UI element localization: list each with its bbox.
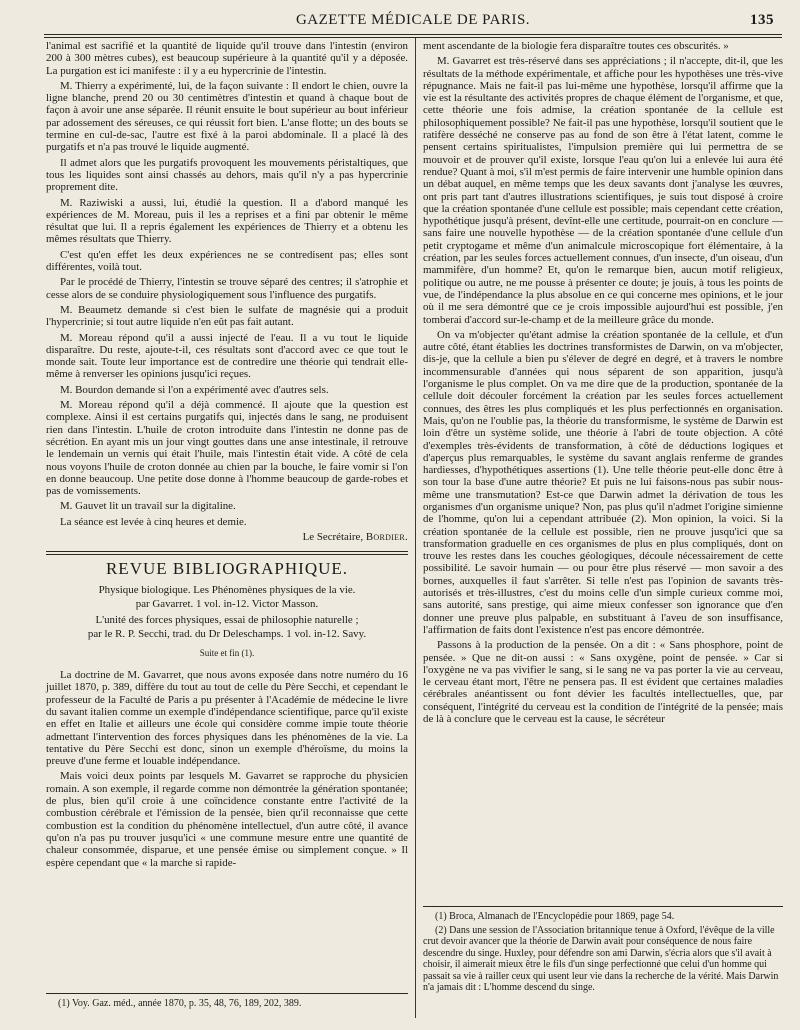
paragraph: M. Beaumetz demande si c'est bien le sulfate de magnésie qui a produit l'hypercrinie; si tout autre liquide n'en eût pas fait autant.	[46, 303, 408, 329]
footnote: (1) Broca, Almanach de l'Encyclopédie pour 1869, page 54.	[435, 911, 675, 922]
paragraph: M. Gavarret est très-réservé dans ses appréciations ; il n'accepte, dit-il, que les résultats de la méthode expérimentale, et affiche pour les hypothèses une très-vive répugnance. Mais ne fait-il pas lui-même une hypothèse, lorsqu'il affirme que la vie est la résultante des activités propres de chaque élément de l'organisme, et que, cette théorie une fois admise, la création spontanée de la cellule est philosophiquement possible? Ne fait-il pas une hypothèse, lorsqu'il soutient que le ratifère desséché ne conserve pas au fond de son être à l'état latent, comme le pensent certains spiritualistes, l'impulsion première qui lui permettra de se mouvoir et de prouver qu'il existe, lorsque l'eau qu'on lui a enlevée lui aura été rendue? Quant à moi, s'il m'est permis de faire intervenir une humble opinion dans un débat auquel, en même temps que les deux savants dont j'analyse les œuvres, ont pris part tant d'autres illustrations scientifiques, je suis tout disposé à croire que la création spontanée d'une cellule est possible; mais cependant cette création, hypothétique jusqu'à présent, devînt-elle une certitude, pourrait-on en conclure — sans faire une nouvelle hypothèse — de la création spontanée d'une cellule d'un petit cryptogame et même d'un animalcule microscopique fort élémentaire, à la création, par les seules forces actuellement connues, d'un insecte, d'un oiseau, d'un mammifère, d'un homme? Et, qu'on le remarque bien, aucun motif religieux, politique ou autre, ne me pousse à présenter ce doute; je jouis, à tous les points de vue, de l'indépendance la plus absolue en ce qui concerne mes opinions, et le jour où il me sera démontré que ce je crois impossible aujourd'hui est possible, j'en tomberai d'accord sur-le-champ et de la meilleure grâce du monde.	[423, 55, 783, 326]
paragraph: M. Gauvet lit un travail sur la digitaline.	[60, 500, 236, 513]
paragraph: M. Raziwiski a aussi, lui, étudié la question. Il a d'abord manqué les expériences de M. Moreau, puis il les a reprises et a fini par obtenir le même résultat que lui. Il a repris également les expériences de Thierry et a obtenu les mêmes résultats que Thierry.	[46, 196, 408, 246]
paragraph: Par le procédé de Thierry, l'intestin se trouve séparé des centres; il s'atrophie et cesse alors de se conduire physiologiquement sous l'influence des purgatifs.	[46, 276, 408, 301]
footnote-rule	[46, 993, 408, 994]
footnote-rule	[423, 906, 783, 907]
paragraph: Passons à la production de la pensée. On a dit : « Sans phosphore, point de pensée. » Que ne dit-on aussi : « Sans oxygène, point de pensée. » Car si l'oxygène ne va pas vivifier le sang, si le sang ne va pas porter la vie au cerveau, le cerveau étant mort, l'être ne pensera pas. Il est évident que certaines maladies cérébrales anéantissent ou font dévier les facultés intellectuelles, que, par conséquent, l'intégrité du cerveau est la condition de l'intégrité de la pensée; mais de là à conclure que le cerveau est la cause, le sécréteur	[423, 639, 783, 726]
paragraph: Il admet alors que les purgatifs provoquent les mouvements péristaltiques, que tous les liquides sont ainsi chassés au dehors, mais qu'il n'y a pas hypercrinie proprement dite.	[46, 156, 408, 194]
signature-label: Le Secrétaire,	[302, 530, 364, 543]
right-column	[423, 40, 783, 728]
paragraph: M. Thierry a expérimenté, lui, de la façon suivante : Il endort le chien, ouvre la ligne blanche, prend 20 ou 30 centimètres d'intestin et quand à chaque bout de façon à avoir une anse séparée. Il réunit ensuite le bout supérieur au bout inférieur par adossement des séreuses, ce qui réussit fort bien. L'anse flotte; un des bouts se termine en cul-de-sac, l'autre est fixé à la paroi abdominale. Il a placé là des purgatifs et n'a pas trouvé le liquide augmenté.	[46, 79, 408, 154]
paragraph: La séance est levée à cinq heures et demie.	[60, 515, 247, 528]
section-rule-thin	[46, 554, 408, 555]
footnote: (2) Dans une session de l'Association britannique tenue à Oxford, l'évêque de la ville crut devoir avancer que la théorie de Darwin avait pour conséquence de nous faire descendre du singe. Huxley, pour défendre son ami Darwin, s'écria alors que s'il avait à choisir, il aimerait mieux être le fils d'un singe perfectionné que celui d'un homme qui passait sa vie à railler ceux qui usent leur vie dans la recherche de la vérité. Mais Darwin n'a jamais dit : L'homme descend du singe.	[423, 924, 779, 993]
right-footnotes	[423, 906, 783, 996]
footnote: (1) Voy. Gaz. méd., année 1870, p. 35, 48, 76, 189, 202, 389.	[58, 998, 302, 1009]
page-number: 135	[750, 12, 774, 28]
section-title: REVUE BIBLIOGRAPHIQUE.	[105, 559, 349, 579]
column-divider	[415, 38, 416, 1018]
bibliography-entry-2-title: L'unité des forces physiques, essai de philosophie naturelle ;	[95, 614, 359, 627]
section-rule	[46, 551, 408, 552]
header-rule-thin	[44, 37, 782, 38]
bibliography-entry-1-title: Physique biologique. Les Phénomènes physiques de la vie.	[98, 583, 356, 596]
bibliography-entry-2-author: par le R. P. Secchi, trad. du Dr Deleschamps. 1 vol. in-12. Savy.	[87, 628, 367, 641]
left-footnotes	[46, 993, 408, 1012]
paragraph: On va m'objecter qu'étant admise la création spontanée de la cellule, et d'un autre côté, étant établies les doctrines transformistes de Darwin, on va m'objecter, dis-je, que la cellule a bien pu s'élever de degré en degré, et à travers le nombre incommensurable d'années qui nous séparent de son apparition, jusqu'à l'organisme le plus complet. On va me dire que de la production, spontanée de la cellule doit découler forcément la création par les seules forces actuellement connues, des êtres les plus compliqués et les plus perfectionnés en organisation. Mais, qu'on ne l'oublie pas, la théorie du transformisme, le système de Darwin est loin d'être un système solide, une théorie à l'abri de toute objection. A côté d'exemples très-évidents de transformation, à côté de déductions logiques et d'aperçus plus remarquables, le système du savant anglais renferme de grandes hardiesses, d'hypothétiques assertions (1). Une telle théorie peut-elle donc être à son tour la base d'une autre théorie? Et puis ne lui faisons-nous pas subir nous-même une transmutation? Est-ce que Darwin admet la dérivation de tous les organismes d'un organisme unique? Non, pas plus qu'il n'admet l'origine simienne de l'homme, qu'on lui a cependant attribuée (2). Mon opinion, la voici. Si la création spontanée de la cellule est possible, rien ne prouve jusqu'ici que sa transformation graduelle en ces organismes de plus en plus compliqués, dont on trouve les restes dans les couches géologiques, découle nécessairement de cette possibilité. Le savoir humain — ou pour être plus réservé — mon savoir a des bornes, auxquelles il faut s'arrêter. Si telle n'est pas l'opinion de savants très-autorisés et très-illustres, c'est du moins celle d'un simple curieux comme moi, sans autorité, sans prestige, qui aime mieux confesser son ignorance que d'en donner une preuve plus palpable, en substituant à l'aveu de son insuffisance, l'affirmation de faits dont l'existence n'est pas encore démontrée.	[423, 328, 783, 636]
paragraph: C'est qu'en effet les deux expériences ne se contredisent pas; elles sont différentes, voilà tout.	[46, 248, 408, 274]
paragraph: La doctrine de M. Gavarret, que nous avons exposée dans notre numéro du 16 juillet 1870, p. 389, diffère du tout au tout de celle du Père Secchi, et cependant le professeur de la Faculté de Paris a pu présenter à l'Académie de médecine le livre du savant italien comme un exemple d'indépendance scientifique, parce qu'il existe en effet en Italie et ailleurs une école qui considère comme impie toute théorie admettant l'intervention des forces physiques dans les phénomènes de la vie. La tentative du Père Secchi est donc, sinon un exemple d'héroïsme, du moins la preuve d'une ferme et louable indépendance.	[46, 669, 408, 768]
signature-name: Bordier.	[365, 530, 408, 543]
bibliography-entry-1-author: par Gavarret. 1 vol. in-12. Victor Masson.	[135, 597, 319, 610]
continuation-note: Suite et fin (1).	[199, 647, 255, 658]
journal-title: GAZETTE MÉDICALE DE PARIS.	[295, 12, 531, 28]
running-head	[44, 10, 782, 32]
header-rule	[44, 34, 782, 35]
paragraph: ment ascendante de la biologie fera disparaître toutes ces obscurités. »	[423, 40, 729, 52]
paragraph: M. Moreau répond qu'il a aussi injecté de l'eau. Il a vu tout le liquide disparaître. Du reste, ajoute-t-il, ces résultats sont d'accord avec ce que tout le monde sait. Toute leur importance est de contredire une théorie qui tendrait elle-même à renverser les opinions jusqu'ici reçues.	[46, 331, 408, 381]
paragraph: l'animal est sacrifié et la quantité de liquide qu'il trouve dans l'intestin (environ 200 à 300 mètres cubes), est beaucoup supérieure à la quantité qu'il y a déposée. La purgation est ici manifeste : il y a eu hypercrinie de l'intestin.	[46, 40, 408, 77]
secretary-signature	[46, 531, 408, 543]
left-column	[46, 40, 408, 872]
paragraph: M. Bourdon demande si l'on a expérimenté avec d'autres sels.	[60, 383, 329, 396]
paragraph: M. Moreau répond qu'il a déjà commencé. Il ajoute que la question est complexe. Ainsi il est certains purgatifs qui, injectés dans le sang, ne produisent rien dans l'intestin. L'huile de croton introduite dans l'intestin ne donne pas de sécrétion. En ayant mis un jour vingt gouttes dans une anse intestinale, il retrouve le lendemain un vernis qui était l'huile, mais l'intestin était vide. A côté de cela nous voyons l'huile de croton donnée au chien par la bouche, le faire vomir si l'on en donne beaucoup. Une petite dose donne à l'homme beaucoup de garde-robes et pas de vomissements.	[46, 399, 408, 498]
paragraph: Mais voici deux points par lesquels M. Gavarret se rapproche du physicien romain. A son exemple, il regarde comme non démontrée la génération spontanée; de plus, bien qu'il croie à une coïncidence constante entre l'activité de la combustion cérébrale et l'émission de la pensée, bien qu'il reconnaisse que cette combustion est la condition du phénomène intellectuel, d'un autre côté, il avance qu'on n'a pas pu trouver jusqu'ici « une commune mesure entre une quantité de chaleur consommée, disparue, et une pensée émise ou simplement conçue. » Il espère cependant que « la marche si rapide-	[46, 770, 408, 869]
